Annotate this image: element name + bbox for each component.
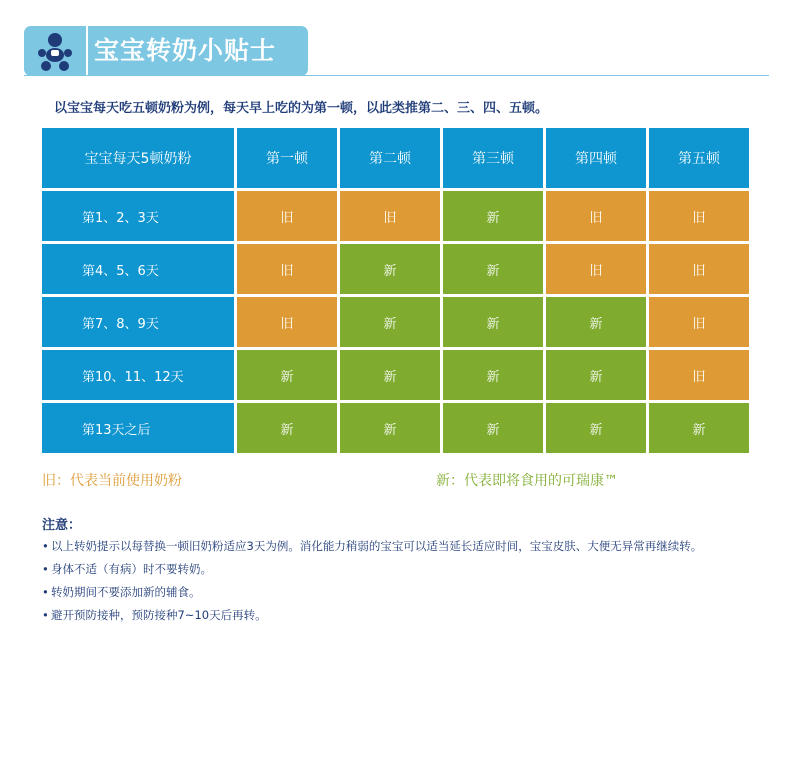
feeding-schedule-table [42,128,746,456]
table-cell: 旧 [546,244,646,294]
table-cell: 新 [237,350,337,400]
table-cell: 新 [649,403,749,453]
bullet-icon: • [42,562,49,576]
bullet-icon: • [42,539,49,553]
note-text: 转奶期间不要添加新的辅食。 [51,585,201,599]
table-cell: 旧 [340,191,440,241]
table-cell: 旧 [237,244,337,294]
list-item [42,559,702,582]
note-text: 身体不适（有病）时不要转奶。 [51,562,212,576]
table-cell: 新 [340,403,440,453]
list-item [42,536,702,559]
table-cell: 新 [443,350,543,400]
table-cell: 旧 [237,191,337,241]
note-text: 避开预防接种，预防接种7~10天后再转。 [51,608,267,622]
row-label: 第10、11、12天 [42,350,234,400]
table-cell: 新 [546,297,646,347]
table-cell: 旧 [546,191,646,241]
baby-icon [24,26,88,76]
legend-old: 旧：代表当前使用奶粉 [42,473,182,489]
table-cell: 旧 [649,191,749,241]
table-cell: 新 [443,403,543,453]
page-title: 宝宝转奶小贴士 [94,36,277,65]
column-header: 第三顿 [443,128,543,188]
table-cell: 旧 [649,350,749,400]
row-label: 第4、5、6天 [42,244,234,294]
table-cell: 新 [443,297,543,347]
header-rule [24,75,769,76]
table-cell: 新 [237,403,337,453]
column-header: 第五顿 [649,128,749,188]
intro-text: 以宝宝每天吃五顿奶粉为例，每天早上吃的为第一顿，以此类推第二、三、四、五顿。 [54,101,549,116]
table-cell: 旧 [649,244,749,294]
table-cell: 新 [340,244,440,294]
list-item [42,605,702,628]
legend-new: 新：代表即将食用的可瑞康™ [436,473,618,489]
table-cell: 旧 [649,297,749,347]
row-label: 第13天之后 [42,403,234,453]
table-cell: 新 [443,244,543,294]
list-item [42,582,702,605]
table-corner-header: 宝宝每天5顿奶粉 [42,128,234,188]
notes-list [42,536,702,628]
table-cell: 新 [443,191,543,241]
table-cell: 新 [340,350,440,400]
bullet-icon: • [42,585,49,599]
table-cell: 新 [340,297,440,347]
bullet-icon: • [42,608,49,622]
row-label: 第1、2、3天 [42,191,234,241]
table-cell: 新 [546,403,646,453]
column-header: 第一顿 [237,128,337,188]
table-cell: 新 [546,350,646,400]
row-label: 第7、8、9天 [42,297,234,347]
column-header: 第二顿 [340,128,440,188]
header-banner [24,26,308,76]
table-cell: 旧 [237,297,337,347]
notes-title: 注意： [42,518,82,533]
note-text: 以上转奶提示以每替换一顿旧奶粉适应3天为例。消化能力稍弱的宝宝可以适当延长适应时间，宝宝皮肤、大便无异常再继续转。 [51,539,703,553]
column-header: 第四顿 [546,128,646,188]
banner-divider [86,26,88,76]
